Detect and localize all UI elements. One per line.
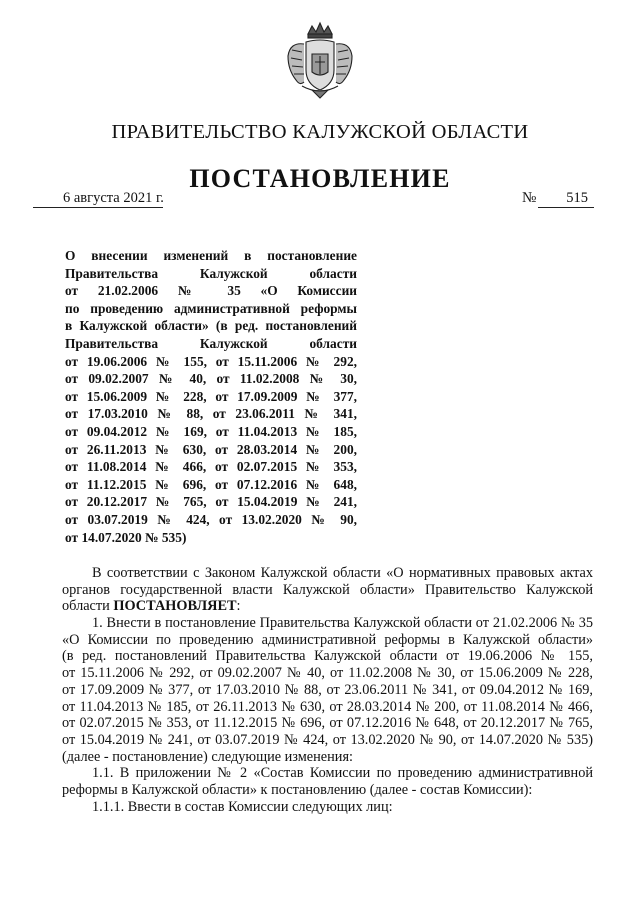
document-body <box>62 565 593 815</box>
subject-line: в Калужской области» (в ред. постановлений <box>65 318 357 334</box>
document-subject <box>65 247 357 546</box>
subject-line: Правительства Калужской области <box>65 335 357 351</box>
subject-line: от 11.12.2015 № 696, от 07.12.2016 № 648, <box>65 476 357 492</box>
item-1-line: (далее - постановление) следующие изменения: <box>62 748 353 765</box>
subject-line: от 09.02.2007 № 40, от 11.02.2008 № 30, <box>65 371 357 387</box>
item-1-line: (в ред. постановлений Правительства Калужской области от 19.06.2006 № 155, <box>62 648 593 665</box>
government-title: ПРАВИТЕЛЬСТВО КАЛУЖСКОЙ ОБЛАСТИ <box>111 121 529 143</box>
item-1-line: от 17.09.2009 № 377, от 17.03.2010 № 88, от 23.06.2011 № 341, от 09.04.2012 № 169, <box>62 681 593 698</box>
subject-line: от 15.06.2009 № 228, от 17.09.2009 № 377, <box>65 388 357 404</box>
item-1-1-line: 1.1. В приложении № 2 «Состав Комиссии по проведению административной <box>92 765 593 782</box>
subject-line: от 14.07.2020 № 535) <box>65 529 187 545</box>
preamble-line-final <box>62 598 593 615</box>
item-1-1-1-line: 1.1.1. Ввести в состав Комиссии следующих лиц: <box>92 798 393 815</box>
subject-line: от 21.02.2006 № 35 «О Комиссии <box>65 283 357 299</box>
preamble-line: В соответствии с Законом Калужской области «О нормативных правовых актах <box>92 565 593 581</box>
item-1-line: от 11.04.2013 № 185, от 26.11.2013 № 630, от 28.03.2014 № 200, от 11.08.2014 № 466, <box>62 698 593 715</box>
subject-line: от 26.11.2013 № 630, от 28.03.2014 № 200, <box>65 441 357 457</box>
document-number-label: № <box>522 190 537 206</box>
subject-line: от 11.08.2014 № 466, от 02.07.2015 № 353, <box>65 459 357 475</box>
item-1-line: «О Комиссии по проведению административной реформы в Калужской области» <box>62 631 593 648</box>
resolves-keyword: ПОСТАНОВЛЯЕТ <box>113 598 237 615</box>
preamble-text: области <box>62 598 114 615</box>
subject-line: от 17.03.2010 № 88, от 23.06.2011 № 341, <box>65 406 357 422</box>
subject-line: Правительства Калужской области <box>65 265 357 281</box>
subject-line: по проведению административной реформы <box>65 300 357 316</box>
item-1-1-line: реформы в Калужской области» к постановлению (далее - состав Комиссии): <box>62 781 533 798</box>
preamble-colon: : <box>236 598 241 615</box>
item-1-line: 1. Внести в постановление Правительства Калужской области от 21.02.2006 № 35 <box>92 615 593 632</box>
item-1-line: от 15.11.2006 № 292, от 09.02.2007 № 40, от 11.02.2008 № 30, от 15.06.2009 № 228, <box>62 665 593 682</box>
document-date: 6 августа 2021 г. <box>33 190 163 208</box>
item-1-line: от 02.07.2015 № 353, от 11.12.2015 № 696, от 07.12.2016 № 648, от 20.12.2017 № 765, <box>62 715 593 732</box>
subject-line: О внесении изменений в постановление <box>65 248 357 263</box>
subject-line: от 03.07.2019 № 424, от 13.02.2020 № 90, <box>65 511 357 527</box>
subject-line: от 19.06.2006 № 155, от 15.11.2006 № 292, <box>65 353 357 369</box>
subject-line: от 20.12.2017 № 765, от 15.04.2019 № 241, <box>65 494 357 510</box>
item-1-line: от 15.04.2019 № 241, от 03.07.2019 № 424, от 13.02.2020 № 90, от 14.07.2020 № 535) <box>62 731 593 748</box>
document-number: 515 <box>538 190 594 208</box>
coat-of-arms-icon <box>282 20 358 100</box>
preamble-line: органов государственной власти Калужской области» Правительство Калужской <box>62 581 593 598</box>
document-type-title: ПОСТАНОВЛЕНИЕ <box>189 164 451 193</box>
subject-line: от 09.04.2012 № 169, от 11.04.2013 № 185, <box>65 423 357 439</box>
